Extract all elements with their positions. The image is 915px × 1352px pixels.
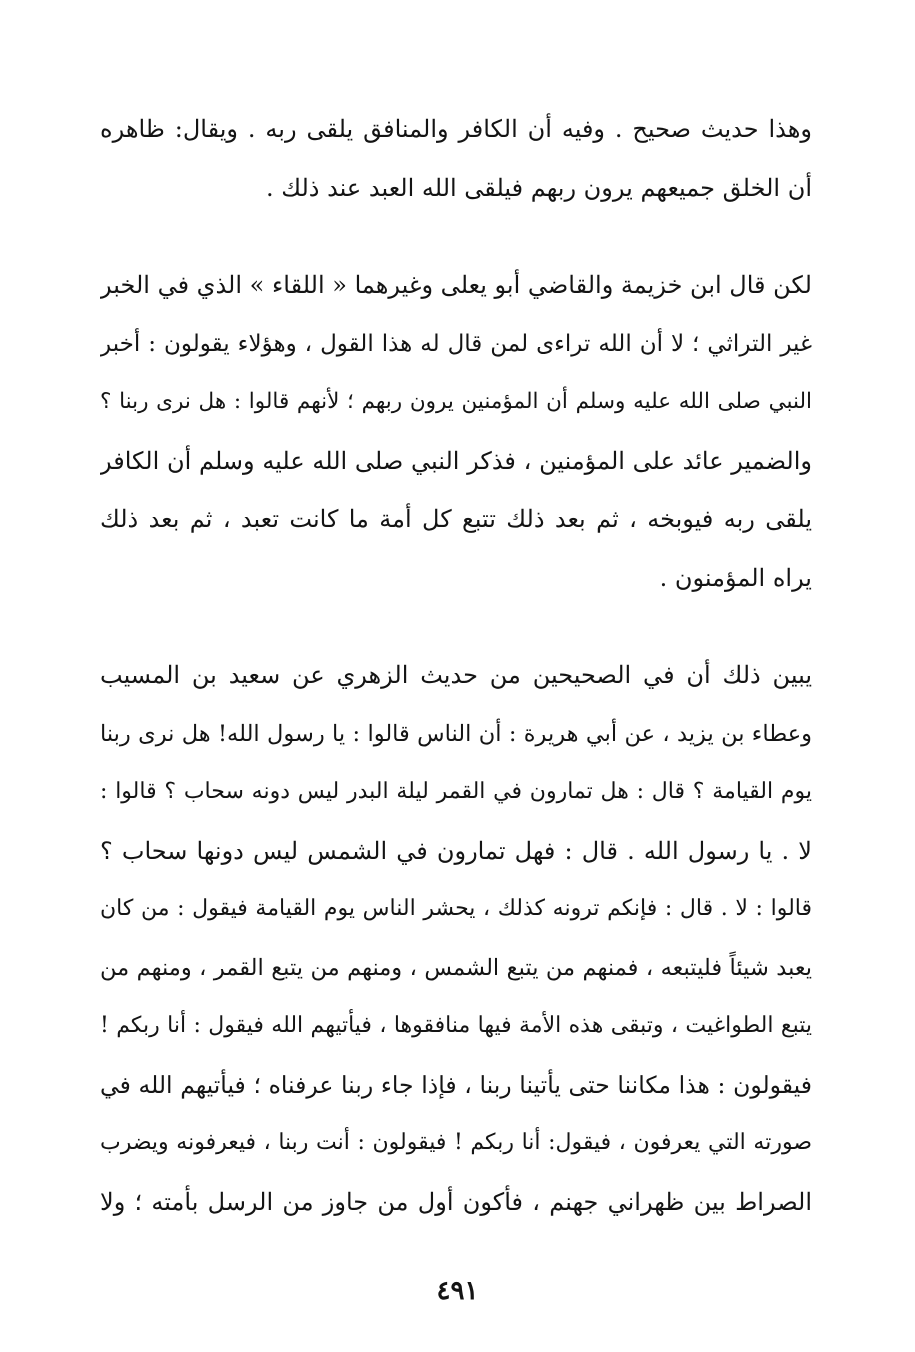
text-line: يلقى ربه فيوبخه ، ثم بعد ذلك تتبع كل أمة ما كانت تعبد ، ثم بعد ذلك — [100, 505, 812, 533]
text-line: أن الخلق جميعهم يرون ربهم فيلقى الله العبد عند ذلك . — [265, 173, 812, 202]
text-line: وهذا حديث صحيح . وفيه أن الكافر والمنافق يلقى ربه . ويقال: ظاهره — [100, 115, 812, 143]
paragraph-2 — [100, 256, 812, 607]
text-line: الصراط بين ظهراني جهنم ، فأكون أول من جاوز من الرسل بأمته ؛ ولا — [100, 1187, 812, 1216]
text-line: فيقولون : هذا مكاننا حتى يأتينا ربنا ، فإذا جاء ربنا عرفناه ؛ فيأتيهم الله في — [100, 1070, 812, 1099]
paragraph-3 — [100, 646, 812, 1231]
text-line: يوم القيامة ؟ قال : هل تمارون في القمر ليلة البدر ليس دونه سحاب ؟ قالوا : — [100, 779, 812, 804]
text-line: يتبع الطواغيت ، وتبقى هذه الأمة فيها منافقوها ، فيأتيهم الله فيقول : أنا ربكم ! — [100, 1013, 812, 1038]
text-line: لا . يا رسول الله . قال : فهل تمارون في الشمس ليس دونها سحاب ؟ — [100, 836, 812, 865]
paragraph-1 — [100, 100, 812, 217]
text-line: والضمير عائد على المؤمنين ، فذكر النبي صلى الله عليه وسلم أن الكافر — [100, 446, 812, 475]
text-line: وعطاء بن يزيد ، عن أبي هريرة : أن الناس قالوا : يا رسول الله! هل نرى ربنا — [100, 720, 812, 747]
text-line: قالوا : لا . قال : فإنكم ترونه كذلك ، يحشر الناس يوم القيامة فيقول : من كان — [100, 896, 812, 921]
text-line: لكن قال ابن خزيمة والقاضي أبو يعلى وغيرهما « اللقاء » الذي في الخبر — [100, 271, 812, 299]
text-line: غير التراثي ؛ لا أن الله تراءى لمن قال له هذا القول ، وهؤلاء يقولون : أخبر — [100, 330, 812, 357]
text-line: صورته التي يعرفون ، فيقول: أنا ربكم ! فيقولون : أنت ربنا ، فيعرفونه ويضرب — [100, 1130, 812, 1155]
text-line: النبي صلى الله عليه وسلم أن المؤمنين يرون ربهم ؛ لأنهم قالوا : هل نرى ربنا ؟ — [100, 389, 812, 414]
page-number: ٤٩١ — [436, 1276, 479, 1306]
text-line: يبين ذلك أن في الصحيحين من حديث الزهري عن سعيد بن المسيب — [100, 661, 812, 689]
text-line: يعبد شيئاً فليتبعه ، فمنهم من يتبع الشمس ، ومنهم من يتبع القمر ، ومنهم من — [100, 954, 812, 981]
text-line: يراه المؤمنون . — [659, 563, 812, 592]
